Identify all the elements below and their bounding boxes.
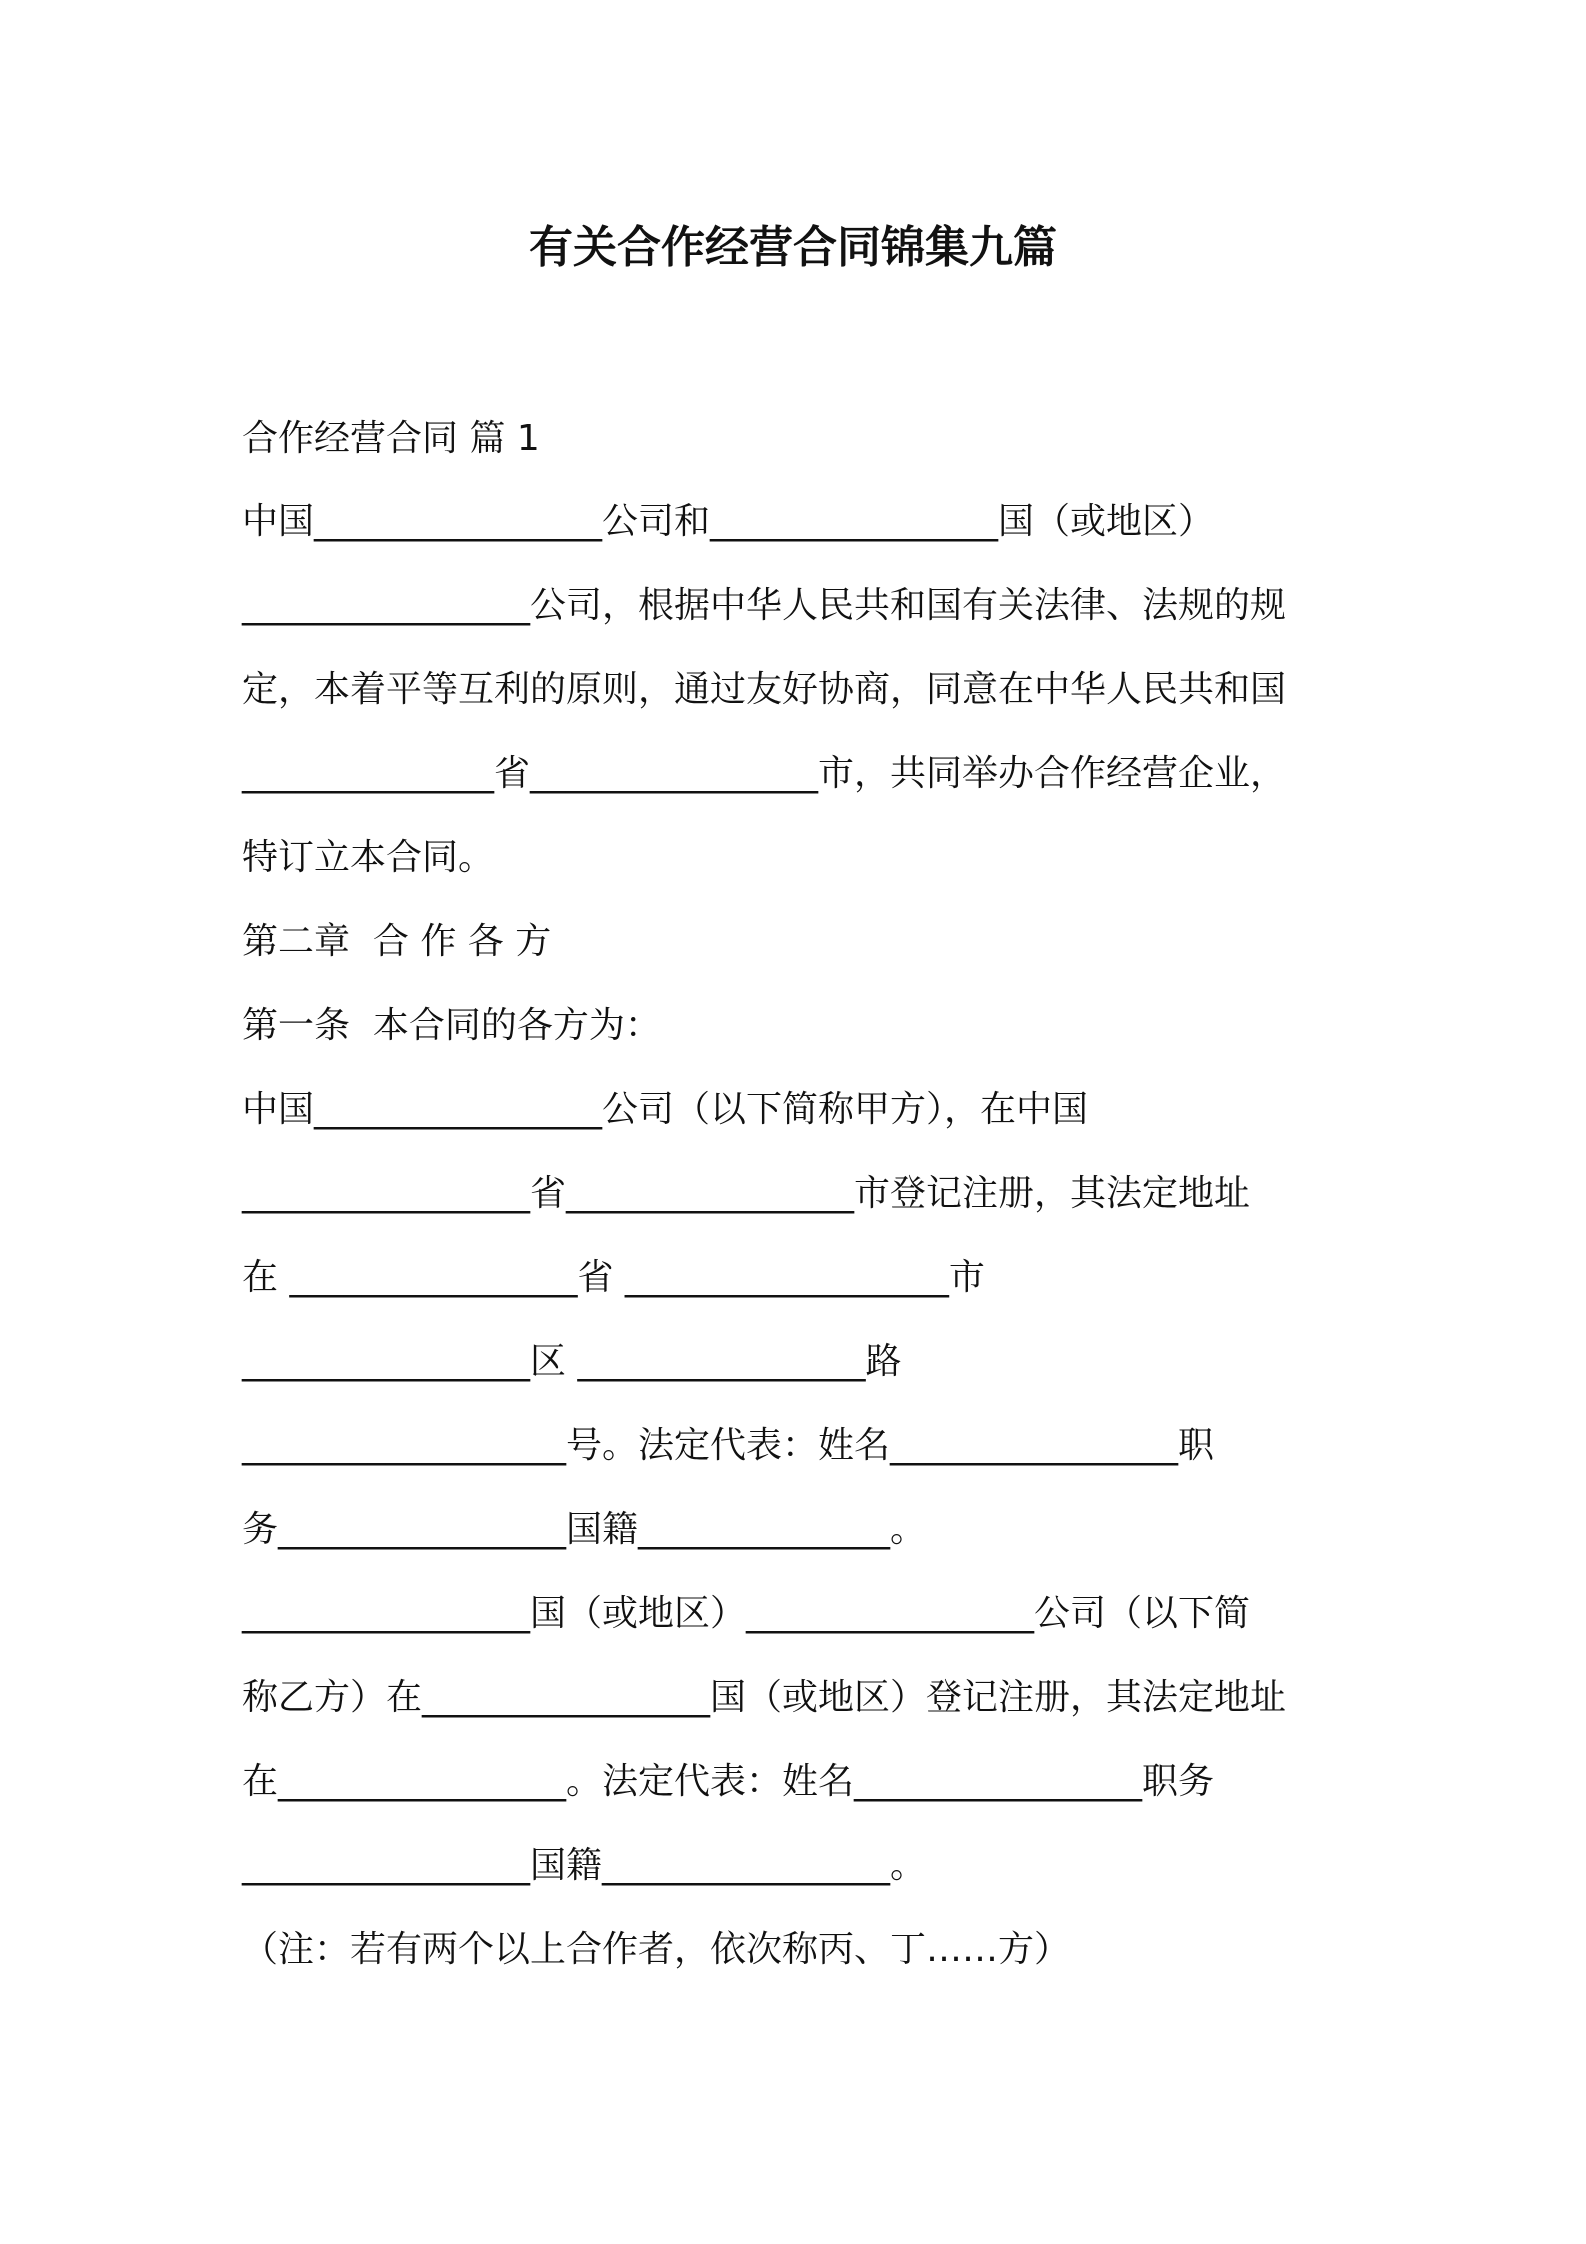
paragraph-line-12: __________________号。法定代表：姓名________________职 — [242, 1425, 1215, 1466]
article-heading: 第一条 本合同的各方为： — [242, 1005, 661, 1046]
paragraph-line-4: ______________省________________市，共同举办合作经营企业， — [242, 753, 1287, 794]
paragraph-line-17: ________________国籍________________。 — [242, 1845, 926, 1886]
paragraph-line-3: 定，本着平等互利的原则，通过友好协商，同意在中华人民共和国 — [242, 669, 1287, 710]
paragraph-line-15: 称乙方）在________________国（或地区）登记注册，其法定地址 — [242, 1677, 1287, 1718]
paragraph-line-11: ________________区 ________________路 — [242, 1341, 902, 1382]
section-heading: 合作经营合同 篇 1 — [242, 418, 540, 459]
paragraph-line-16: 在________________。法定代表：姓名________________职务 — [242, 1761, 1215, 1802]
document-title: 有关合作经营合同锦集九篇 — [529, 222, 1057, 273]
paragraph-line-8: 中国________________公司（以下简称甲方），在中国 — [242, 1089, 1089, 1130]
paragraph-line-13: 务________________国籍______________。 — [242, 1509, 926, 1550]
paragraph-line-5: 特订立本合同。 — [242, 837, 495, 878]
paragraph-line-14: ________________国（或地区）________________公司（以下简 — [242, 1593, 1251, 1634]
paragraph-line-2: ________________公司，根据中华人民共和国有关法律、法规的规 — [242, 585, 1287, 626]
paragraph-line-10: 在 ________________省 __________________市 — [242, 1257, 985, 1298]
chapter-heading: 第二章 合 作 各 方 — [242, 921, 552, 962]
paragraph-line-9: ________________省________________市登记注册，其法定地址 — [242, 1173, 1251, 1214]
paragraph-line-1: 中国________________公司和________________国（或地区） — [242, 501, 1215, 542]
note-line: （注：若有两个以上合作者，依次称丙、丁……方） — [242, 1929, 1071, 1970]
